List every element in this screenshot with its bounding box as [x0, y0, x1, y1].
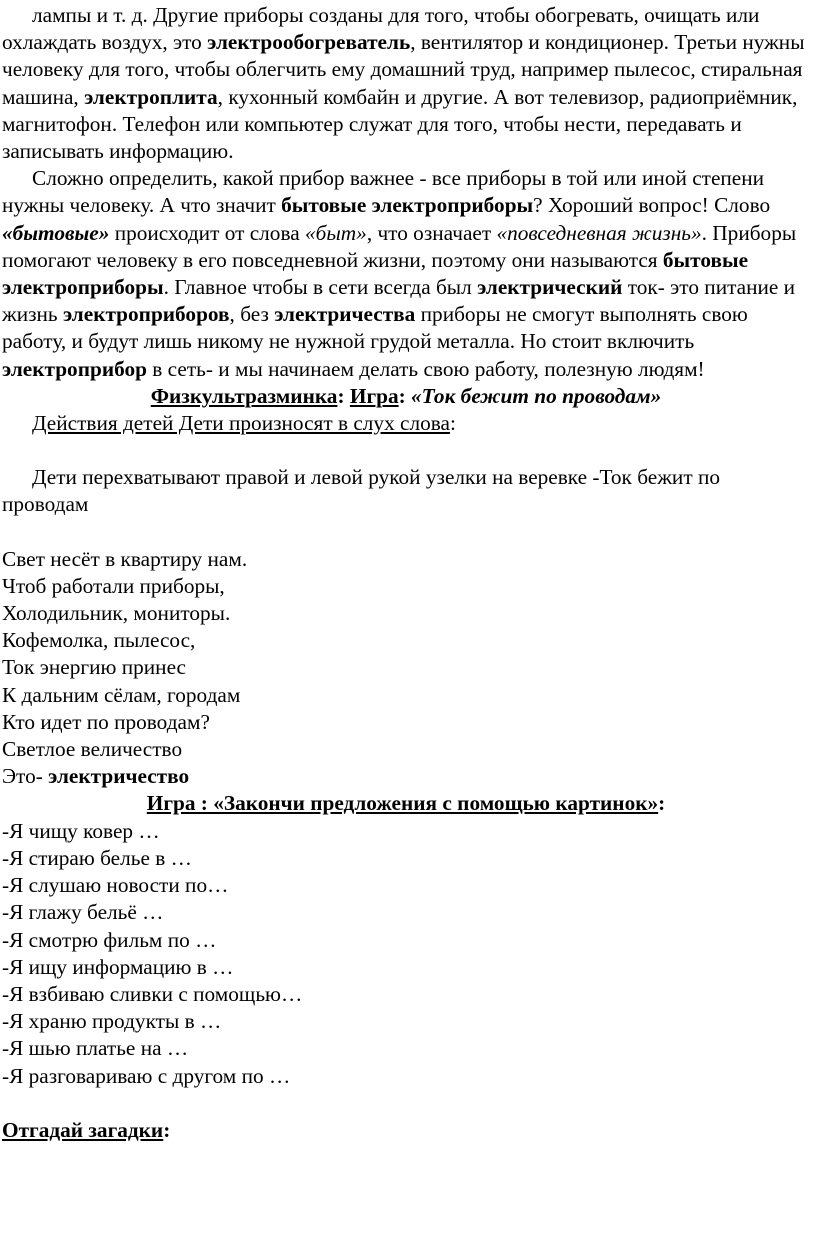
text-run: приборы не смогут выполнять свою работу, и будут лишь никому не нужной грудой металла. Но стоит включить — [2, 302, 748, 354]
actions-description: Дети перехватывают правой и левой рукой узелки на веревке -Ток бежит по проводам — [2, 465, 721, 517]
sentence-item: -Я смотрю фильм по … — [2, 927, 217, 952]
warmup-heading — [2, 383, 810, 410]
sentence-item: -Я чищу ковер … — [2, 818, 160, 843]
italic-term: «быт» — [305, 220, 367, 245]
poem-line: К дальним сёлам, городам — [2, 682, 241, 707]
text-run: лампы и т. д. Другие приборы созданы для того, чтобы обогревать, очищать или охлаждать воздух, это — [2, 3, 760, 55]
text-run: происходит от слова — [109, 220, 305, 245]
game-title: «Ток бежит по проводам» — [411, 383, 662, 408]
poem-line: Кофемолка, пылесос, — [2, 628, 196, 653]
bold-term: электроприборов — [62, 302, 230, 327]
text-run: Сложно определить, какой прибор важнее - все приборы в той или иной степени нужны человеку. А что значит — [2, 166, 765, 218]
poem-line: Чтоб работали приборы, — [2, 573, 225, 598]
punct: : — [337, 383, 350, 408]
sentence-item: -Я слушаю новости по… — [2, 873, 229, 898]
text-run: , что означает — [366, 220, 497, 245]
text-run: . Главное чтобы в сети всегда был — [163, 275, 478, 300]
riddles-title: Отгадай загадки — [2, 1117, 164, 1142]
text-run: ток- это питание и жизнь — [2, 275, 796, 327]
bold-term: электрообогреватель — [207, 30, 411, 55]
bold-italic-term: «бытовые» — [2, 220, 110, 245]
sentence-item: -Я шью платье на … — [2, 1036, 189, 1061]
spacer — [2, 437, 810, 464]
text-run: , без — [229, 302, 275, 327]
spacer — [2, 519, 810, 546]
poem-line: Кто идет по проводам? — [2, 709, 210, 734]
riddles-heading — [2, 1117, 810, 1144]
document-page — [0, 2, 816, 1254]
actions-label: Действия детей Дети произносят в слух слова — [32, 411, 451, 436]
game2-title: Игра : «Закончи предложения с помощью картинок» — [146, 791, 659, 816]
paragraph-appliances-types — [2, 2, 810, 165]
poem-line: Ток энергию принес — [2, 655, 187, 680]
poem-line: Свет несёт в квартиру нам. — [2, 546, 248, 571]
poem — [2, 546, 810, 791]
sentence-item: -Я взбиваю сливки с помощью… — [2, 981, 303, 1006]
poem-line: Светлое величество — [2, 737, 183, 762]
sentence-item: -Я глажу бельё … — [2, 900, 164, 925]
game2-heading — [2, 790, 810, 817]
punct: : — [450, 411, 456, 436]
text-run: ? Хороший вопрос! Слово — [533, 193, 771, 218]
punct: : — [163, 1117, 171, 1142]
bold-term: электричества — [274, 302, 416, 327]
actions-heading — [2, 410, 810, 437]
text-run: в сеть- и мы начинаем делать свою работу, полезную людям! — [146, 356, 705, 381]
text-run: . Приборы помогают человеку в его повседневной жизни, поэтому они называются — [2, 220, 797, 272]
poem-line: Холодильник, мониторы. — [2, 601, 231, 626]
sentence-item: -Я храню продукты в … — [2, 1009, 222, 1034]
italic-term: «повседневная жизнь» — [496, 220, 702, 245]
bold-term: электричество — [48, 764, 190, 789]
paragraph-household-appliances — [2, 165, 810, 383]
bold-term: электрический — [477, 275, 623, 300]
bold-term: бытовые электроприборы — [2, 247, 749, 300]
sentence-item: -Я стираю белье в … — [2, 845, 192, 870]
sentence-item: -Я разговариваю с другом по … — [2, 1063, 291, 1088]
text-run: , кухонный комбайн и другие. А вот телевизор, радиоприёмник, магнитофон. Телефон или компьютер служат для того, чтобы нести, передавать и записывать информацию. — [2, 84, 798, 164]
text-run: Это- — [2, 764, 49, 789]
sentence-list — [2, 818, 810, 1090]
warmup-label: Физкультразминка — [150, 383, 338, 408]
punct: : — [398, 383, 412, 408]
poem-line-last — [2, 763, 810, 790]
bold-term: бытовые электроприборы — [281, 193, 534, 218]
game-label: Игра — [349, 383, 399, 408]
text-run: , вентилятор и кондиционер. Третьи нужны человеку для того, чтобы облегчить ему домашний труд, например пылесос, стиральная машина, — [2, 30, 805, 109]
spacer — [2, 1090, 810, 1117]
bold-term: электроплита — [84, 84, 218, 109]
bold-term: электроприбор — [2, 356, 147, 381]
sentence-item: -Я ищу информацию в … — [2, 954, 234, 979]
punct: : — [658, 791, 666, 816]
